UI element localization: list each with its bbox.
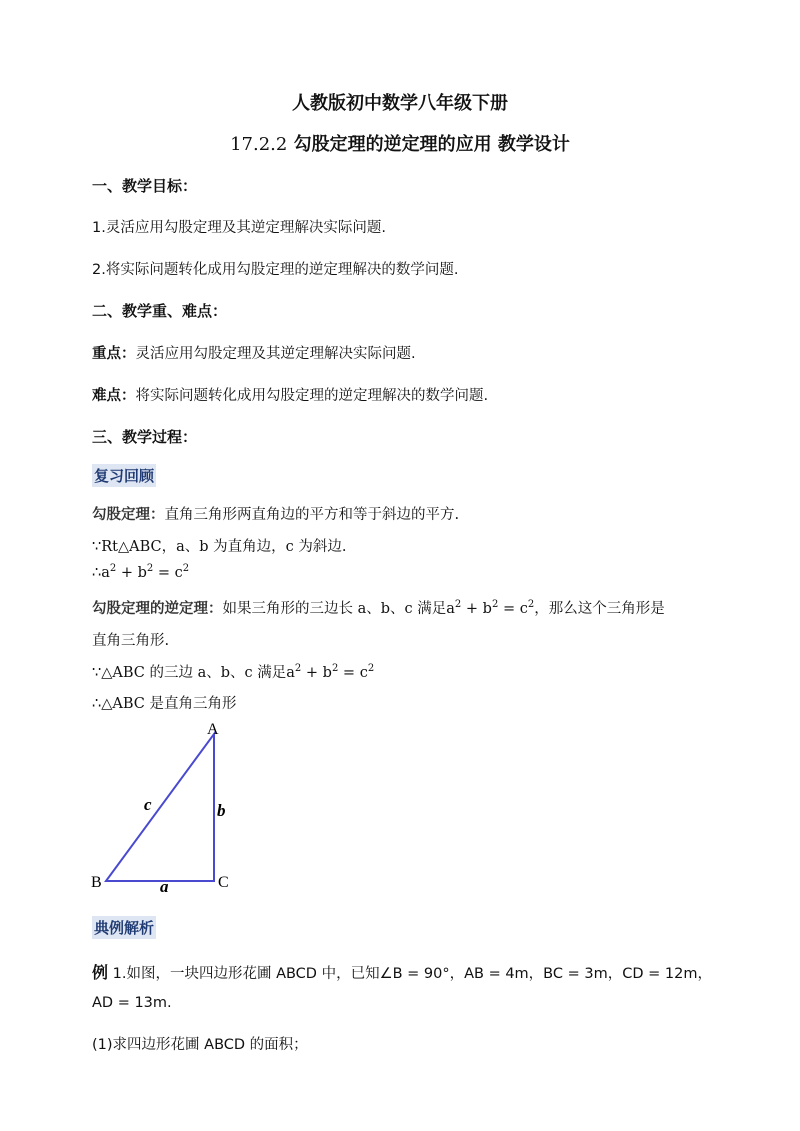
triangle-abc [106,734,214,881]
therefore-line-1 [92,565,189,581]
key-point-label: 重点： [92,346,136,362]
therefore-line-2: ∴△ABC 是直角三角形 [92,696,237,712]
exp: 2 [146,563,154,575]
theorem-text: 直角三角形两直角边的平方和等于斜边的平方. [164,507,460,523]
var-c: c [174,565,183,581]
right-triangle-figure [88,718,248,898]
side-a-label: a [160,877,169,896]
exp: 2 [491,599,499,611]
converse-label: 勾股定理的逆定理： [92,601,223,617]
converse-text-a: 如果三角形的三边长 a、b、c 满足 [222,601,447,617]
plus-sign: + [461,601,483,617]
exp: 2 [331,663,339,675]
var-a: a [286,665,295,681]
difficulty-text: 将实际问题转化成用勾股定理的逆定理解决的数学问题. [135,388,489,404]
process-heading: 三、教学过程： [92,428,198,446]
vertex-b-label: B [91,874,102,891]
exp: 2 [109,563,117,575]
example-line-2: AD = 13m. [92,995,172,1011]
var-b: b [137,565,147,581]
exp: 2 [294,663,302,675]
key-points-heading: 二、教学重、难点： [92,302,228,320]
side-c-label: c [144,795,152,814]
converse-text-b: ，那么这个三角形是 [534,601,665,617]
equals-sign: = [498,601,520,617]
review-tag: 复习回顾 [92,464,156,487]
exp: 2 [182,563,190,575]
document-subtitle [0,130,800,156]
since-line-1: ∵Rt△ABC，a、b 为直角边，c 为斜边. [92,539,347,555]
example-line-1 [92,960,712,983]
vertex-c-label: C [218,874,229,891]
exp: 2 [454,599,462,611]
therefore-prefix: ∴a [92,565,110,581]
since-line-2 [92,661,374,682]
theorem-line [92,503,459,524]
vertex-a-label: A [207,721,219,738]
goal-2: 2.将实际问题转化成用勾股定理的逆定理解决的数学问题. [92,262,459,278]
difficulty-line [92,384,488,405]
var-b: b [322,665,332,681]
var-c: c [359,665,368,681]
lesson-number: 17.2.2 [230,134,288,155]
since2-text: ∵△ABC 的三边 a、b、c 满足 [92,665,287,681]
lesson-title: 勾股定理的逆定理的应用 教学设计 [293,134,570,155]
example-label: 例 [92,963,109,982]
difficulty-label: 难点： [92,388,136,404]
document-title: 人教版初中数学八年级下册 [292,93,508,114]
key-point-text: 灵活应用勾股定理及其逆定理解决实际问题. [135,346,416,362]
exp: 2 [527,599,535,611]
var-b: b [482,601,492,617]
key-point-line [92,342,416,363]
side-b-label: b [217,801,226,820]
example-text-1: 1.如图，一块四边形花圃 ABCD 中，已知∠B = 90°，AB = 4m，BC = 3m，CD = 12m， [112,966,712,982]
var-c: c [519,601,528,617]
goal-1: 1.灵活应用勾股定理及其逆定理解决实际问题. [92,220,386,236]
converse-line-1 [92,597,665,618]
example-question-1: (1)求四边形花圃 ABCD 的面积； [92,1037,308,1053]
converse-line-2: 直角三角形. [92,633,170,649]
plus-sign: + [116,565,138,581]
goals-heading: 一、教学目标： [92,177,198,195]
theorem-label: 勾股定理： [92,507,165,523]
plus-sign: + [301,665,323,681]
example-tag: 典例解析 [92,916,156,939]
equals-sign: = [153,565,175,581]
equals-sign: = [338,665,360,681]
exp: 2 [367,663,375,675]
var-a: a [446,601,455,617]
